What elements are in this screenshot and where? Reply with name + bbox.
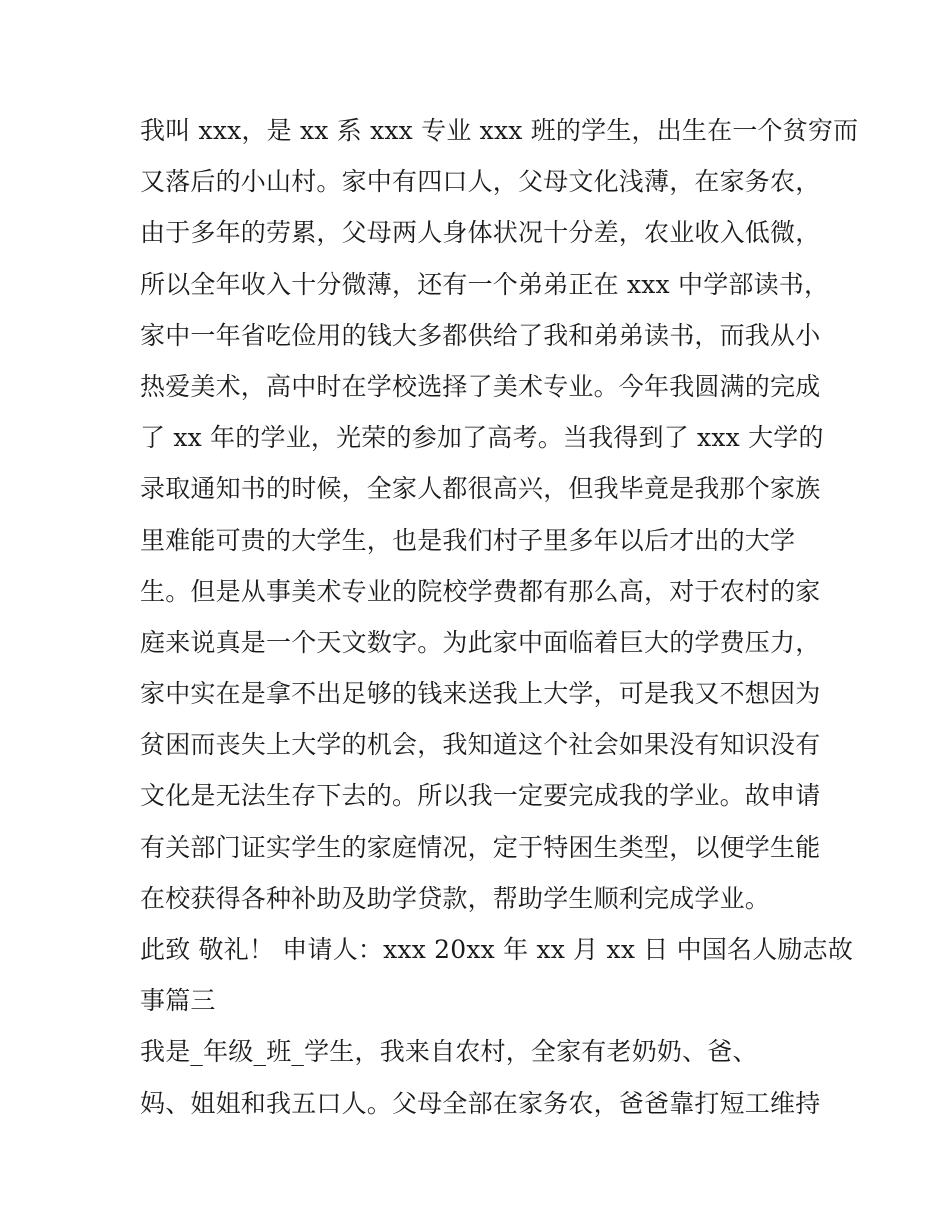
text-line: 生。但是从事美术专业的院校学费都有那么高，对于农村的家: [140, 576, 821, 606]
closing-line: 此致 敬礼！ 申请人：xxx 20xx 年 xx 月 xx 日 中国名人励志故: [140, 935, 854, 964]
text-line: 我叫 xxx，是 xx 系 xxx 专业 xxx 班的学生，出生在一个贫穷而: [140, 116, 859, 145]
text-line: 我是_年级_班_学生，我来自农村，全家有老奶奶、爸、: [140, 1037, 758, 1067]
text-line: 妈、姐姐和我五口人。父母全部在家务农，爸爸靠打短工维持: [140, 1088, 821, 1118]
text-line: 录取通知书的时候，全家人都很高兴，但我毕竟是我那个家族: [140, 474, 821, 504]
body-text: [140, 105, 859, 1129]
text-line: 了 xx 年的学业，光荣的参加了高考。当我得到了 xxx 大学的: [140, 423, 824, 453]
text-line: 又落后的小山村。家中有四口人，父母文化浅薄，在家务农，: [140, 167, 821, 197]
text-line: 家中实在是拿不出足够的钱来送我上大学，可是我又不想因为: [140, 679, 821, 709]
text-line: 贫困而丧失上大学的机会，我知道这个社会如果没有知识没有: [140, 730, 821, 760]
text-line: 由于多年的劳累，父母两人身体状况十分差，农业收入低微，: [140, 218, 821, 248]
text-line: 家中一年省吃俭用的钱大多都供给了我和弟弟读书，而我从小: [140, 320, 821, 350]
closing-line: 事篇三: [140, 986, 216, 1016]
text-line: 里难能可贵的大学生，也是我们村子里多年以后才出的大学: [140, 525, 796, 555]
text-line: 所以全年收入十分微薄，还有一个弟弟正在 xxx 中学部读书，: [140, 269, 830, 299]
text-line: 在校获得各种补助及助学贷款，帮助学生顺利完成学业。: [140, 883, 771, 913]
text-line: 热爱美术，高中时在学校选择了美术专业。今年我圆满的完成: [140, 371, 821, 401]
text-line: 庭来说真是一个天文数字。为此家中面临着巨大的学费压力，: [140, 627, 821, 657]
text-line: 有关部门证实学生的家庭情况，定于特困生类型，以便学生能: [140, 832, 821, 862]
text-line: 文化是无法生存下去的。所以我一定要完成我的学业。故申请: [140, 781, 821, 811]
